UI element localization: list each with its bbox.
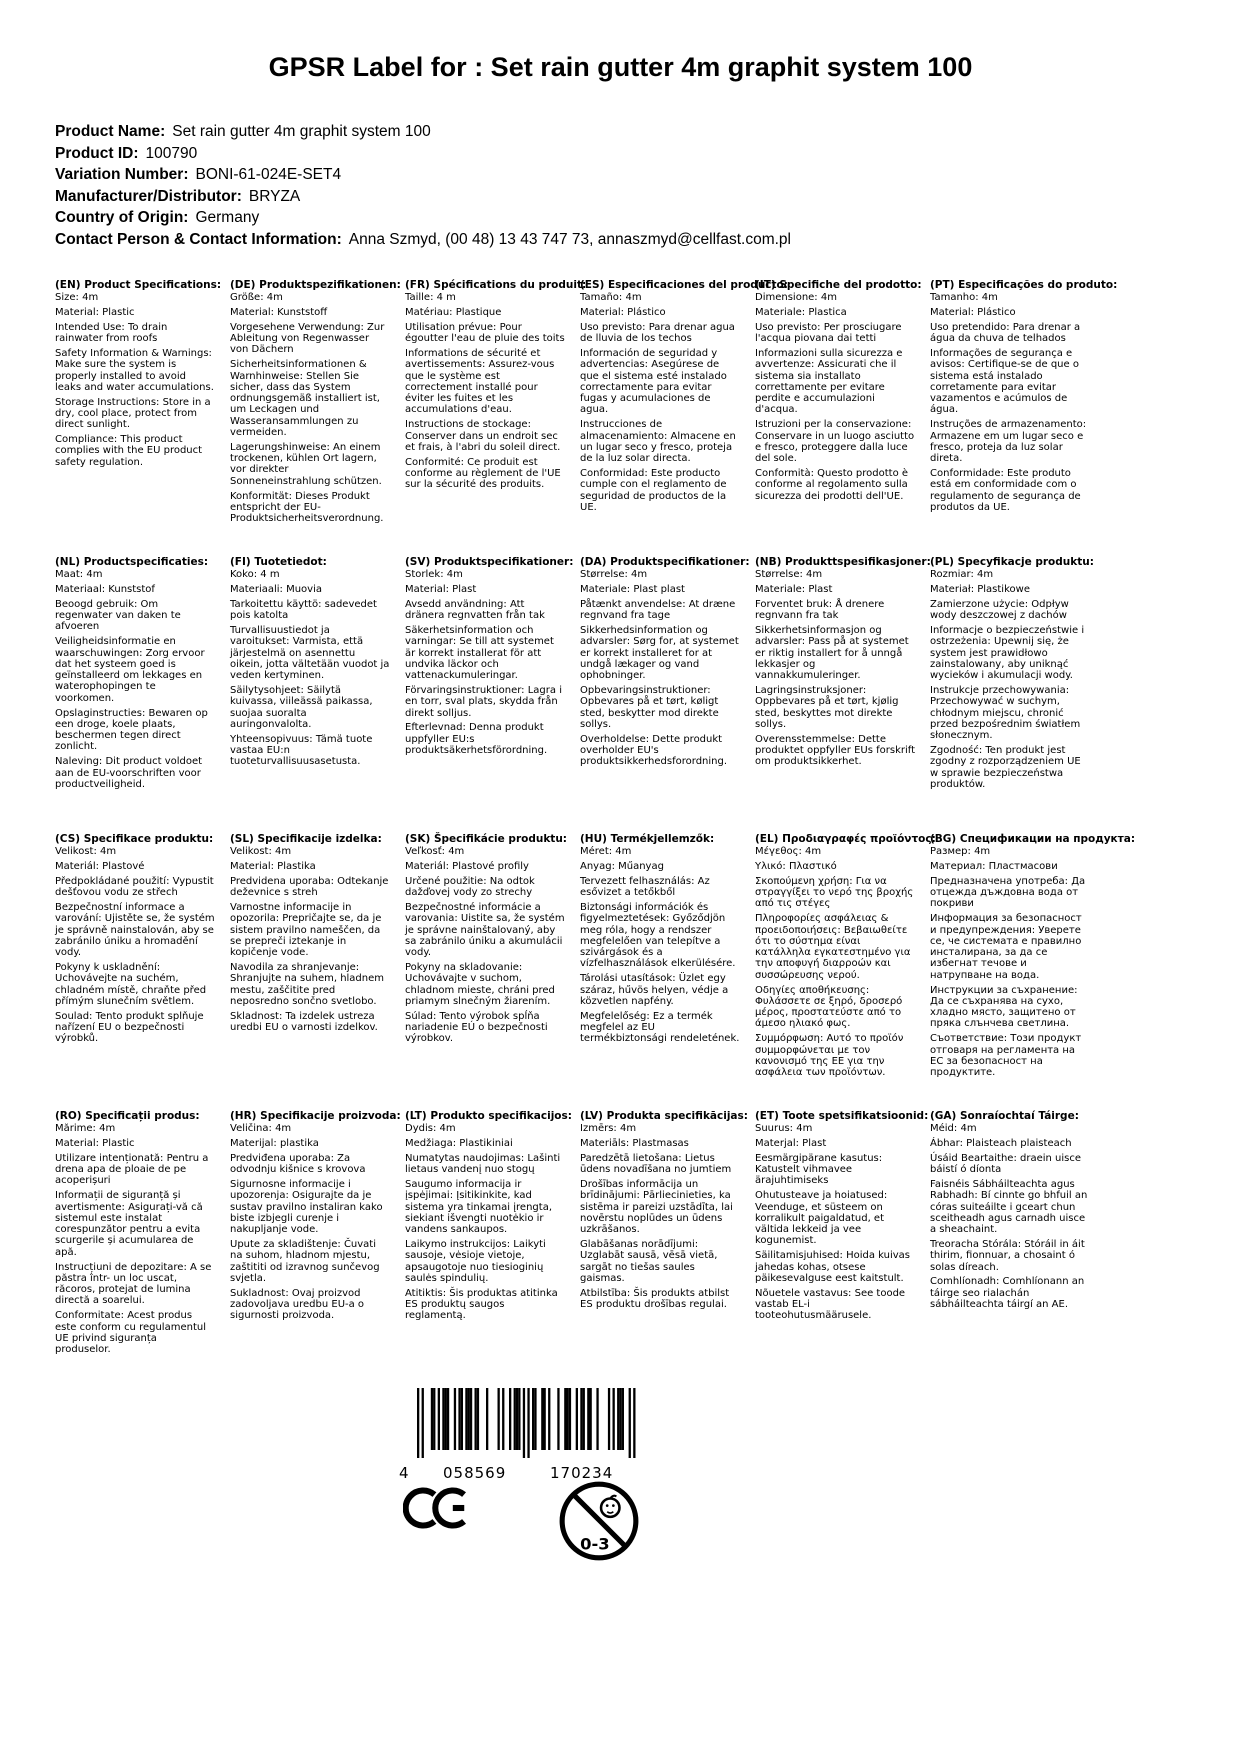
spec-title-et: (ET) Toote spetsifikatsioonid: — [755, 1110, 929, 1122]
spec-paragraph: Skladnost: Ta izdelek ustreza uredbi EU o varnosti izdelkov. — [230, 1010, 378, 1033]
spec-paragraph: Méid: 4m — [930, 1123, 977, 1135]
spec-paragraph: Medžiaga: Plastikiniai — [405, 1138, 513, 1150]
spec-paragraph: Material: Kunststoff — [230, 307, 328, 319]
spec-paragraph: Storage Instructions: Store in a dry, cool place, protect from direct sunlight. — [55, 396, 211, 431]
product-name-label: Product Name: — [55, 123, 166, 140]
spec-block-hr — [230, 1110, 401, 1388]
spec-paragraph: Pokyny na skladovanie: Uchovávajte v suchom, chladnom mieste, chráni pred priamym slnečným žiarením. — [405, 961, 555, 1007]
spec-paragraph: Eesmärgipärane kasutus: Katustelt vihmavee ärajuhtimiseks — [755, 1152, 883, 1187]
spec-paragraph: Compliance: This product complies with the EU product safety regulation. — [55, 434, 203, 468]
spec-paragraph: Sukladnost: Ovaj proizvod zadovoljava uredbu EU-a o sigurnosti proizvoda. — [230, 1287, 365, 1322]
spec-block-nb — [755, 556, 931, 834]
spec-title-cs: (CS) Specifikace produktu: — [55, 833, 214, 845]
spec-paragraph: Tamaño: 4m — [580, 292, 642, 304]
spec-paragraph: Materiāls: Plastmasas — [580, 1138, 689, 1150]
spec-paragraph: Overensstemmelse: Dette produktet oppfyller EUs forskrift om produktsikkerhet. — [755, 733, 916, 768]
spec-paragraph: Materijal: plastika — [230, 1138, 319, 1150]
spec-paragraph: Súlad: Tento výrobok spĺňa nariadenie EÚ o bezpečnosti výrobkov. — [405, 1010, 548, 1045]
spec-paragraph: Drošības informācija un brīdinājumi: Pārliecinieties, ka sistēma ir pareizi uzstādīta, lai novērstu noplūdes un ūdens uzkrāšanos. — [580, 1178, 733, 1236]
spec-block-pt — [930, 279, 1118, 557]
spec-title-lv: (LV) Produkta specifikācijas: — [580, 1110, 748, 1122]
spec-paragraph: Utilizare intenționată: Pentru a drena apa de ploaie de pe acoperișuri — [55, 1152, 209, 1187]
spec-paragraph: Faisnéis Sábháilteachta agus Rabhadh: Bí cinnte go bhfuil an córas suiteáilte i gceart chun sceitheadh agus carnadh uisce a sheachaint. — [930, 1178, 1088, 1236]
product-id-row — [55, 143, 791, 165]
spec-paragraph: Sikkerhedsinformation og advarsler: Sørg for, at systemet er korrekt installeret for at undgå lækager og vand ophobninger. — [580, 624, 739, 682]
spec-paragraph: Instrucțiuni de depozitare: A se păstra într- un loc uscat, răcoros, protejat de lumina directă a soarelui. — [55, 1261, 212, 1307]
spec-paragraph: Materiál: Plastové — [55, 861, 145, 873]
spec-block-lt — [405, 1110, 572, 1388]
manufacturer-label: Manufacturer/Distributor: — [55, 187, 242, 205]
spec-paragraph: Megfelelőség: Ez a termék megfelel az EU termékbiztonsági rendeletének. — [580, 1010, 740, 1045]
spec-paragraph: Uso pretendido: Para drenar a água da chuva de telhados — [930, 321, 1081, 345]
spec-paragraph: Conformidade: Este produto está em conformidade com o regulamento de segurança de produtos da UE. — [930, 467, 1081, 513]
spec-paragraph: Soulad: Tento produkt splňuje nařízení EU o bezpečnosti výrobků. — [55, 1010, 204, 1045]
spec-paragraph: Koko: 4 m — [230, 569, 280, 581]
spec-paragraph: Materiale: Plastica — [755, 307, 847, 319]
spec-paragraph: Maat: 4m — [55, 569, 103, 581]
spec-paragraph: Material: Plast — [405, 584, 477, 596]
spec-title-ro: (RO) Specificații produs: — [55, 1110, 200, 1122]
spec-paragraph: Utilisation prévue: Pour égoutter l'eau de pluie des toits — [405, 321, 565, 345]
spec-paragraph: Μέγεθος: 4m — [755, 846, 822, 858]
spec-paragraph: Konformität: Dieses Produkt entspricht der EU-Produktsicherheitsverordnung. — [230, 490, 384, 525]
spec-paragraph: Laikymo instrukcijos: Laikyti sausoje, vėsioje vietoje, apsaugotoje nuo tiesioginių saulės spindulių. — [405, 1238, 546, 1284]
spec-paragraph: Nõuetele vastavus: See toode vastab EL-i tooteohutusmäärusele. — [755, 1287, 906, 1322]
spec-paragraph: Comhlíonadh: Comhlíonann an táirge seo rialachán sábháilteachta táirgí an AE. — [930, 1276, 1085, 1310]
product-name-row — [55, 121, 791, 143]
spec-paragraph: Efterlevnad: Denna produkt uppfyller EU:s produktsäkerhetsförordning. — [405, 722, 548, 756]
spec-paragraph: Förvaringsinstruktioner: Lagra i en torr, sval plats, skydda från direkt solljus. — [405, 684, 562, 719]
spec-block-cs — [55, 834, 215, 1111]
spec-paragraph: Anyag: Műanyag — [580, 861, 664, 873]
spec-paragraph: Lagerungshinweise: An einem trockenen, kühlen Ort lagern, vor direkter Sonneneinstrahlung schützen. — [230, 441, 382, 487]
spec-paragraph: Suurus: 4m — [755, 1123, 813, 1135]
spec-title-hu: (HU) Termékjellemzők: — [580, 833, 715, 845]
spec-title-da: (DA) Produktspecifikationer: — [580, 556, 750, 568]
spec-paragraph: Ábhar: Plaisteach plaisteach — [930, 1138, 1072, 1150]
spec-block-pl — [930, 556, 1094, 834]
spec-paragraph: Veľkosť: 4m — [405, 846, 465, 858]
contact-value: Anna Szmyd, (00 48) 13 43 747 73, annaszmyd@cellfast.com.pl — [348, 230, 791, 248]
spec-paragraph: Materiał: Plastikowe — [930, 584, 1030, 596]
spec-title-it: (IT) Specifiche del prodotto: — [755, 279, 922, 291]
page-title: GPSR Label for : Set rain gutter 4m graphit system 100 — [268, 52, 973, 82]
spec-block-fr — [405, 279, 587, 557]
spec-paragraph: Veličina: 4m — [230, 1123, 292, 1135]
spec-paragraph: Materiaali: Muovia — [230, 584, 322, 596]
spec-paragraph: Informations de sécurité et avertissements: Assurez-vous que le système est correctement installé pour éviter les fuites et les accumulations d'eau. — [405, 347, 555, 416]
spec-title-fi: (FI) Tuotetiedot: — [230, 556, 327, 568]
spec-paragraph: Σκοπούμενη χρήση: Για να στραγγίξει το νερό της βροχής από τις στέγες — [755, 875, 914, 910]
spec-block-sk — [405, 833, 568, 1111]
spec-paragraph: Opslaginstructies: Bewaren op een droge, koele plaats, beschermen tegen direct zonlicht. — [55, 707, 208, 753]
spec-paragraph: Instrukcje przechowywania: Przechowywać w suchym, chłodnym miejscu, chronić przed bezpośrednim światłem słonecznym. — [930, 684, 1081, 742]
spec-block-it — [755, 279, 922, 557]
product-id-value: 100790 — [145, 144, 198, 162]
spec-paragraph: Conformité: Ce produit est conforme au règlement de l'UE sur la sécurité des produits. — [405, 456, 561, 491]
spec-paragraph: Ohutusteave ja hoiatused: Veenduge, et süsteem on korralikult paigaldatud, et vältida lekkeid ja vee kogunemist. — [755, 1190, 888, 1247]
spec-paragraph: Pokyny k uskladnění: Uchovávejte na suchém, chladném místě, chraňte před přímým slunečním světlem. — [55, 961, 207, 1007]
spec-title-sl: (SL) Specifikacije izdelka: — [230, 833, 382, 845]
spec-title-pt: (PT) Especificações do produto: — [930, 279, 1118, 291]
spec-paragraph: Navodila za shranjevanje: Shranjujte na suhem, hladnem mestu, zaščitite pred neposredno sončno svetlobo. — [230, 961, 385, 1007]
spec-paragraph: Overholdelse: Dette produkt overholder EU's produktsikkerhedsforordning. — [580, 733, 728, 768]
spec-paragraph: Predviđena uporaba: Za odvodnju kišnice s krovova — [230, 1152, 366, 1176]
spec-paragraph: Tárolási utasítások: Üzlet egy száraz, hűvös helyen, védje a közvetlen napfény. — [580, 973, 729, 1007]
spec-block-hu — [580, 834, 740, 1111]
spec-paragraph: Glabāšanas norādījumi: Uzglabāt sausā, vēsā vietā, sargāt no tiešas saules gaismas. — [580, 1238, 718, 1284]
spec-paragraph: Materjal: Plast — [755, 1138, 827, 1150]
spec-block-ga — [930, 1111, 1090, 1388]
spec-paragraph: Säkerhetsinformation och varningar: Se till att systemet är korrekt installerat för att undvika läckor och vattenackumuleringar. — [405, 624, 554, 682]
spec-paragraph: Mărime: 4m — [55, 1123, 116, 1135]
spec-paragraph: Informacje o bezpieczeństwie i ostrzeżenia: Upewnij się, że system jest prawidłowo zainstalowany, aby uniknąć wycieków i akumulacji wody. — [930, 624, 1085, 682]
spec-paragraph: Tarkoitettu käyttö: sadevedet pois katolta — [230, 598, 377, 622]
spec-paragraph: Conformidad: Este producto cumple con el reglamento de seguridad de productos de la UE. — [580, 467, 727, 513]
spec-paragraph: Conformitate: Acest produs este conform cu regulamentul UE privind siguranța produselor. — [55, 1310, 206, 1356]
age-restriction-label: 0-3 — [580, 1534, 610, 1554]
spec-paragraph: Tamanho: 4m — [930, 292, 998, 304]
spec-paragraph: Predvidena uporaba: Odtekanje deževnice s streh — [230, 875, 389, 899]
spec-block-bg — [930, 833, 1136, 1111]
spec-title-pl: (PL) Specyfikacje produktu: — [930, 556, 1094, 568]
spec-paragraph: Material: Plastic — [55, 1138, 135, 1150]
spec-paragraph: Bezpečnostní informace a varování: Ujistěte se, že systém je správně nainstalován, aby se zabránilo úniku a hromadění vody. — [55, 901, 215, 959]
spec-paragraph: Sikkerhetsinformasjon og advarsler: Pass på at systemet er riktig installert for å unngå lekkasjer og vannakkumuleringer. — [755, 624, 909, 682]
spec-block-et — [755, 1110, 929, 1388]
spec-paragraph: Material: Plástico — [580, 307, 666, 319]
spec-paragraph: Matériau: Plastique — [405, 307, 502, 319]
spec-block-fi — [230, 557, 390, 834]
spec-paragraph: Atitiktis: Šis produktas atitinka ES produktų saugos reglamentą. — [405, 1287, 558, 1322]
spec-paragraph: Informações de segurança e avisos: Certifique-se de que o sistema está instalado corretamente para evitar vazamentos e acúmulos de água. — [930, 347, 1079, 416]
spec-paragraph: Zgodność: Ten produkt jest zgodny z rozporządzeniem UE w sprawie bezpieczeństwa produktów. — [930, 744, 1081, 790]
product-info-block — [55, 121, 791, 250]
spec-paragraph: Varnostne informacije in opozorila: Prepričajte se, da je sistem pravilno nameščen, da se prepreči iztekanje in kopičenje vode. — [230, 901, 382, 959]
spec-paragraph: Opbevaringsinstruktioner: Opbevares på et tørt, køligt sted, beskytter mod direkte sollys. — [580, 684, 719, 730]
spec-paragraph: Dydis: 4m — [405, 1123, 456, 1135]
spec-paragraph: Størrelse: 4m — [580, 569, 648, 581]
spec-paragraph: Úsáid Beartaithe: draein uisce báistí ó díonta — [930, 1152, 1082, 1176]
spec-block-sl — [230, 834, 390, 1111]
spec-title-de: (DE) Produktspezifikationen: — [230, 279, 401, 291]
spec-paragraph: Naleving: Dit product voldoet aan de EU-voorschriften voor productveiligheid. — [55, 756, 203, 790]
contact-label: Contact Person & Contact Information: — [55, 230, 342, 248]
manufacturer-value: BRYZA — [248, 187, 301, 205]
barcode-bars — [417, 1388, 657, 1462]
spec-title-nb: (NB) Produkttspesifikasjoner: — [755, 556, 931, 568]
spec-paragraph: Size: 4m — [55, 292, 99, 304]
barcode — [399, 1388, 657, 1484]
spec-paragraph: Materiál: Plastové profily — [405, 861, 529, 873]
spec-paragraph: Rozmiar: 4m — [930, 569, 994, 581]
variation-number-value: BONI-61-024E-SET4 — [195, 166, 342, 183]
spec-paragraph: Съответствие: Този продукт отговаря на регламента на ЕС за безопасност на продуктите. — [930, 1033, 1082, 1079]
spec-paragraph: Инструкции за съхранение: Да се съхранява на сухо, хладно място, защитено от пряка слънчева светлина. — [930, 984, 1078, 1030]
manufacturer-row — [55, 186, 791, 208]
spec-paragraph: Istruzioni per la conservazione: Conservare in un luogo asciutto e fresco, proteggere dalla luce del sole. — [755, 419, 915, 465]
spec-title-bg: (BG) Спецификации на продукта: — [930, 833, 1136, 845]
spec-paragraph: Upute za skladištenje: Čuvati na suhom, hladnom mjestu, zaštititi od izravnog sunčevog svjetla. — [230, 1238, 380, 1284]
variation-number-label: Variation Number: — [55, 166, 189, 183]
spec-paragraph: Zamierzone użycie: Odpływ wody deszczowej z dachów — [930, 598, 1069, 622]
spec-paragraph: Biztonsági információk és figyelmeztetések: Győződjön meg róla, hogy a rendszer megfelelően van telepítve a szivárgások és a vízfelhasználások elkerülésére. — [580, 901, 736, 970]
country-of-origin-row — [55, 207, 791, 229]
spec-block-es — [580, 279, 788, 557]
spec-title-en: (EN) Product Specifications: — [55, 279, 222, 291]
spec-paragraph: Информация за безопасност и предупреждения: Уверете се, че системата е правилно инсталирана, за да се избегнат течове и натрупване на вода. — [930, 913, 1082, 981]
spec-paragraph: Lagringsinstruksjoner: Oppbevares på et tørt, kjølig sted, beskyttes mot direkte sollys. — [755, 684, 899, 730]
spec-title-es: (ES) Especificaciones del producto: — [580, 279, 788, 291]
spec-paragraph: Πληροφορίες ασφάλειας & προειδοποιήσεις: Βεβαιωθείτε ότι το σύστημα είναι κατάλληλα εγκατεστημένο για την αποφυγή διαρροών και συσσώρευσης νερού. — [755, 913, 911, 981]
country-of-origin-label: Country of Origin: — [55, 209, 189, 226]
spec-paragraph: Υλικό: Πλαστικό — [755, 861, 837, 873]
spec-paragraph: Informazioni sulla sicurezza e avvertenze: Assicurati che il sistema sia installato correttamente per evitare perdite e accumulazioni d'acqua. — [755, 347, 903, 416]
variation-number-row — [55, 164, 791, 186]
spec-title-el: (EL) Προδιαγραφές προϊόντος: — [755, 833, 936, 845]
spec-title-sk: (SK) Špecifikácie produktu: — [405, 833, 568, 845]
spec-paragraph: Dimensione: 4m — [755, 292, 837, 304]
spec-title-hr: (HR) Specifikacije proizvoda: — [230, 1110, 401, 1122]
spec-paragraph: Méret: 4m — [580, 846, 632, 858]
spec-paragraph: Velikost: 4m — [230, 846, 292, 858]
spec-paragraph: Størrelse: 4m — [755, 569, 823, 581]
spec-block-da — [580, 556, 750, 834]
spec-block-nl — [55, 557, 215, 834]
spec-paragraph: Предназначена употреба: Да отцежда дъждовна вода от покриви — [930, 875, 1086, 910]
spec-title-ga: (GA) Sonraíochtaí Táirge: — [930, 1110, 1079, 1122]
spec-paragraph: Materiaal: Kunststof — [55, 584, 155, 596]
spec-paragraph: Numatytas naudojimas: Lašinti lietaus vandenį nuo stogų — [405, 1152, 561, 1176]
spec-grid — [55, 279, 1136, 1388]
spec-title-fr: (FR) Spécifications du produit: — [405, 279, 587, 291]
spec-paragraph: Größe: 4m — [230, 292, 283, 304]
spec-paragraph: Uso previsto: Para drenar agua de lluvia de los techos — [580, 321, 735, 345]
spec-block-lv — [580, 1110, 748, 1388]
product-id-label: Product ID: — [55, 144, 139, 162]
barcode-digit-group1: 058569 — [443, 1464, 507, 1482]
contact-row — [55, 229, 791, 251]
spec-title-nl: (NL) Productspecificaties: — [55, 556, 209, 568]
spec-paragraph: Συμμόρφωση: Αυτό το προϊόν συμμορφώνεται με τον κανονισμό της ΕΕ για την ασφάλεια των προϊόντων. — [755, 1033, 904, 1079]
spec-paragraph: Påtænkt anvendelse: At dræne regnvand fra tage — [580, 598, 736, 622]
spec-paragraph: Instruções de armazenamento: Armazene em um lugar seco e fresco, proteja da luz solar direta. — [930, 419, 1087, 465]
spec-paragraph: Material: Plastic — [55, 307, 135, 319]
ce-mark-icon — [403, 1486, 473, 1534]
age-restriction-icon — [556, 1478, 642, 1568]
spec-block-el — [755, 833, 936, 1111]
spec-paragraph: Säilitamisjuhised: Hoida kuivas jahedas kohas, otsese päikesevalguse eest kaitstult. — [755, 1250, 911, 1284]
spec-title-sv: (SV) Produktspecifikationer: — [405, 556, 574, 568]
spec-paragraph: Material: Plástico — [930, 307, 1016, 319]
spec-block-de — [230, 279, 401, 557]
spec-paragraph: Instrucciones de almacenamiento: Almacene en un lugar seco y fresco, proteja de la luz solar directa. — [580, 419, 736, 465]
product-name-value: Set rain gutter 4m graphit system 100 — [172, 123, 431, 140]
spec-paragraph: Turvallisuustiedot ja varoitukset: Varmista, että järjestelmä on asennettu oikein, jotta vältetään vuodot ja veden kertyminen. — [230, 624, 390, 682]
spec-block-ro — [55, 1111, 215, 1388]
spec-paragraph: Vorgesehene Verwendung: Zur Ableitung von Regenwasser von Dächern — [230, 321, 385, 356]
spec-paragraph: Veiligheidsinformatie en waarschuwingen: Zorg ervoor dat het systeem goed is geïnstalleerd om lekkages en waterophopingen te voorkomen. — [55, 636, 205, 704]
spec-paragraph: Saugumo informacija ir įspėjimai: Įsitikinkite, kad sistema yra tinkamai įrengta, siekiant išvengti nuotėkio ir vandens sankaupos. — [405, 1178, 552, 1236]
spec-paragraph: Instructions de stockage: Conserver dans un endroit sec et frais, à l'abri du soleil direct. — [405, 419, 561, 453]
spec-paragraph: Velikost: 4m — [55, 846, 117, 858]
spec-paragraph: Treoracha Stórála: Stóráil in áit thirim, fionnuar, a chosaint ó solas díreach. — [930, 1238, 1085, 1273]
spec-paragraph: Intended Use: To drain rainwater from roofs — [55, 321, 168, 345]
spec-block-sv — [405, 556, 574, 834]
spec-paragraph: Οδηγίες αποθήκευσης: Φυλάσσετε σε ξηρό, δροσερό μέρος, προστατεύστε από το άμεσο ηλιακό φως. — [755, 984, 903, 1030]
spec-block-en — [55, 279, 222, 557]
spec-paragraph: Safety Information & Warnings: Make sure the system is properly installed to avoid leaks and water accumulations. — [55, 347, 214, 393]
country-of-origin-value: Germany — [195, 209, 260, 226]
spec-paragraph: Conformità: Questo prodotto è conforme al regolamento sulla sicurezza dei prodotti dell'UE. — [755, 467, 909, 502]
spec-paragraph: Yhteensopivuus: Tämä tuote vastaa EU:n tuoteturvallisuusasetusta. — [230, 733, 373, 768]
spec-paragraph: Avsedd användning: Att dränera regnvatten från tak — [405, 598, 545, 622]
spec-paragraph: Forventet bruk: Å drenere regnvann fra tak — [755, 598, 885, 622]
barcode-digit-group2: 170234 — [550, 1464, 614, 1482]
spec-paragraph: Beoogd gebruik: Om regenwater van daken te afvoeren — [55, 598, 181, 633]
spec-paragraph: Sicherheitsinformationen & Warnhinweise: Stellen Sie sicher, dass das System ordnungsgemäß installiert ist, um Leckagen und Wasseransammlungen zu vermeiden. — [230, 359, 380, 439]
spec-paragraph: Paredzētā lietošana: Lietus ūdens novadīšana no jumtiem — [580, 1152, 732, 1176]
spec-paragraph: Materiale: Plast — [755, 584, 833, 596]
spec-paragraph: Размер: 4m — [930, 846, 991, 858]
spec-paragraph: Материал: Пластмасови — [930, 861, 1058, 873]
spec-paragraph: Určené použitie: Na odtok dažďovej vody zo strechy — [405, 875, 535, 899]
spec-paragraph: Tervezett felhasználás: Az esővizet a tetőkből — [580, 875, 710, 899]
spec-paragraph: Izmērs: 4m — [580, 1123, 637, 1135]
spec-paragraph: Storlek: 4m — [405, 569, 463, 581]
spec-paragraph: Atbilstība: Šis produkts atbilst ES produktu drošības regulai. — [580, 1287, 730, 1310]
spec-paragraph: Uso previsto: Per prosciugare l'acqua piovana dai tetti — [755, 321, 902, 345]
spec-paragraph: Información de seguridad y advertencias: Asegúrese de que el sistema esté instalado correctamente para evitar fugas y acumulaciones de agua. — [580, 347, 727, 416]
spec-paragraph: Bezpečnostné informácie a varovania: Uistite sa, že systém je správne nainštalovaný, aby sa zabránilo úniku a akumulácii vody. — [405, 901, 565, 959]
barcode-digit-left: 4 — [399, 1464, 409, 1482]
spec-paragraph: Předpokládané použití: Vypustit dešťovou vodu ze střech — [55, 875, 214, 899]
spec-paragraph: Taille: 4 m — [405, 292, 456, 304]
spec-paragraph: Informații de siguranță și avertismente: Asigurați-vă că sistemul este instalat corespunzător pentru a evita scurgerile și acumularea de apă. — [55, 1190, 203, 1258]
spec-paragraph: Materiale: Plast plast — [580, 584, 685, 596]
spec-paragraph: Sigurnosne informacije i upozorenja: Osigurajte da je sustav pravilno instaliran kako biste izbjegli curenje i nakupljanje vode. — [230, 1178, 383, 1236]
spec-title-lt: (LT) Produkto specifikacijos: — [405, 1110, 572, 1122]
spec-paragraph: Material: Plastika — [230, 861, 316, 873]
spec-paragraph: Säilytysohjeet: Säilytä kuivassa, viileässä paikassa, suojaa suoralta auringonvalolta. — [230, 684, 373, 730]
